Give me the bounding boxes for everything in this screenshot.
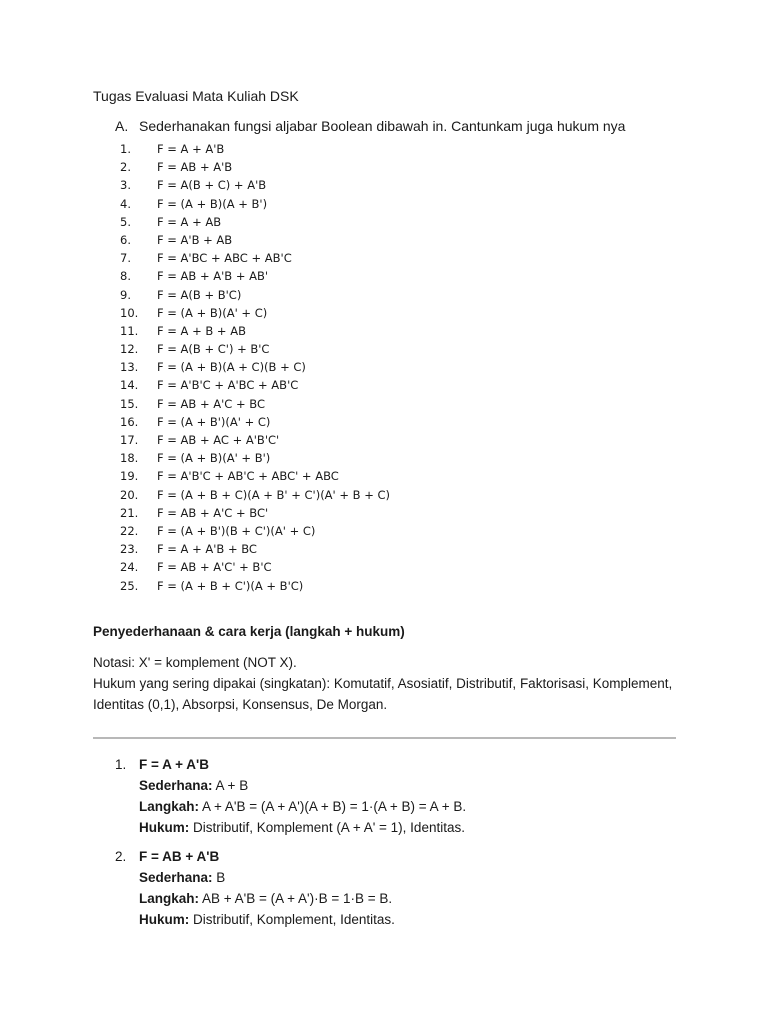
problem-item [120,286,390,304]
problem-expression: F = AB + A'C' + B'C [157,560,272,575]
problem-list [120,140,390,595]
instruction-text: Sederhanakan fungsi aljabar Boolean dibawah in. Cantunkam juga hukum nya [139,118,626,134]
problem-item [120,522,390,540]
problem-item [120,504,390,522]
problem-expression: F = A + AB [157,214,222,229]
problem-item [120,340,390,358]
problem-number: 15. [120,396,139,411]
problem-item [120,577,390,595]
solution-function: F = A + A'B [139,757,209,772]
problem-expression: F = A(B + B'C) [157,287,242,302]
problem-item [120,231,390,249]
problem-item [120,558,390,576]
problem-number: 14. [120,378,139,393]
problem-expression: F = (A + B)(A + B') [157,196,268,211]
problem-item [120,376,390,394]
problem-expression: F = AB + A'C + BC [157,396,265,411]
problem-item [120,140,390,158]
problem-expression: F = (A + B + C)(A + B' + C')(A' + B + C) [157,487,391,502]
section-letter: A. [115,118,129,134]
problem-item [120,267,390,285]
problem-item [120,322,390,340]
notes-block [93,652,693,715]
problem-number: 13. [120,360,139,375]
problem-number: 7. [120,251,131,266]
laws-value: Distributif, Komplement (A + A' = 1), Identitas. [193,820,465,835]
solution-number: 2. [115,849,127,864]
problem-number: 8. [120,269,131,284]
problem-expression: F = AB + A'B + AB' [157,269,269,284]
problem-number: 20. [120,487,139,502]
problem-expression: F = A(B + C) + A'B [157,178,267,193]
problem-expression: F = A'B'C + A'BC + AB'C [157,378,299,393]
steps-value: AB + A'B = (A + A')·B = 1·B = B. [202,891,393,906]
problem-number: 19. [120,469,139,484]
problem-item [120,449,390,467]
problem-expression: F = AB + A'C + BC' [157,505,269,520]
problem-item [120,467,390,485]
problem-number: 2. [120,160,131,175]
problem-number: 24. [120,560,139,575]
problem-number: 6. [120,232,131,247]
problem-number: 1. [120,142,131,156]
problem-item [120,358,390,376]
laws-summary: Hukum yang sering dipakai (singkatan): Komutatif, Asosiatif, Distributif, Faktorisasi, Komplement, Identitas (0,1), Absorpsi, Konsensus, De Morgan. [93,676,673,712]
problem-item [120,395,390,413]
steps-value: A + A'B = (A + A')(A + B) = 1·(A + B) = A + B. [202,799,467,814]
problem-number: 5. [120,214,131,229]
problem-expression: F = (A + B')(A' + C) [157,414,271,429]
problem-expression: F = A(B + C') + B'C [157,342,270,357]
problem-expression: F = (A + B)(A' + C) [157,305,268,320]
simplified-label: Sederhana: [139,870,213,885]
simplified-value: A + B [215,778,249,793]
problem-expression: F = (A + B + C')(A + B'C) [157,578,304,593]
problem-number: 16. [120,414,139,429]
problem-number: 3. [120,178,131,193]
problem-item [120,540,390,558]
section-a-instruction [115,118,625,134]
problem-item [120,176,390,194]
steps-label: Langkah: [139,799,200,814]
problem-number: 23. [120,542,139,557]
notation-text: Notasi: X' = komplement (NOT X). [93,655,297,670]
steps-label: Langkah: [139,891,200,906]
problem-number: 4. [120,196,131,211]
problem-item [120,486,390,504]
solutions-heading: Penyederhanaan & cara kerja (langkah + hukum) [93,624,405,639]
problem-item [120,213,390,231]
problem-expression: F = (A + B)(A' + B') [157,451,271,466]
problem-item [120,431,390,449]
problem-item [120,249,390,267]
problem-expression: F = A'BC + ABC + AB'C [157,251,292,266]
solution-item [115,754,466,838]
problem-item [120,413,390,431]
problem-number: 22. [120,523,139,538]
laws-value: Distributif, Komplement, Identitas. [193,912,395,927]
problem-expression: F = A + B + AB [157,323,246,338]
problem-number: 11. [120,323,139,338]
problem-number: 21. [120,505,139,520]
problem-item [120,195,390,213]
problem-expression: F = (A + B')(B + C')(A' + C) [157,523,316,538]
problem-expression: F = A + A'B [157,142,225,156]
problem-item [120,158,390,176]
problem-number: 12. [120,342,139,357]
problem-expression: F = AB + A'B [157,160,233,175]
simplified-value: B [216,870,226,885]
solution-number: 1. [115,757,127,772]
problem-expression: F = A + A'B + BC [157,542,257,557]
problem-expression: F = A'B'C + AB'C + ABC' + ABC [157,469,339,484]
laws-label: Hukum: [139,820,190,835]
problem-number: 18. [120,451,139,466]
solution-function: F = AB + A'B [139,849,220,864]
laws-label: Hukum: [139,912,190,927]
problem-number: 25. [120,578,139,593]
solution-item [115,846,395,930]
problem-number: 17. [120,433,139,447]
document-title: Tugas Evaluasi Mata Kuliah DSK [93,88,299,104]
problem-expression: F = AB + AC + A'B'C' [157,433,280,447]
horizontal-divider [93,737,676,739]
problem-expression: F = A'B + AB [157,232,233,247]
problem-number: 10. [120,305,139,320]
simplified-label: Sederhana: [139,778,213,793]
problem-number: 9. [120,287,131,302]
problem-item [120,304,390,322]
problem-expression: F = (A + B)(A + C)(B + C) [157,360,306,375]
